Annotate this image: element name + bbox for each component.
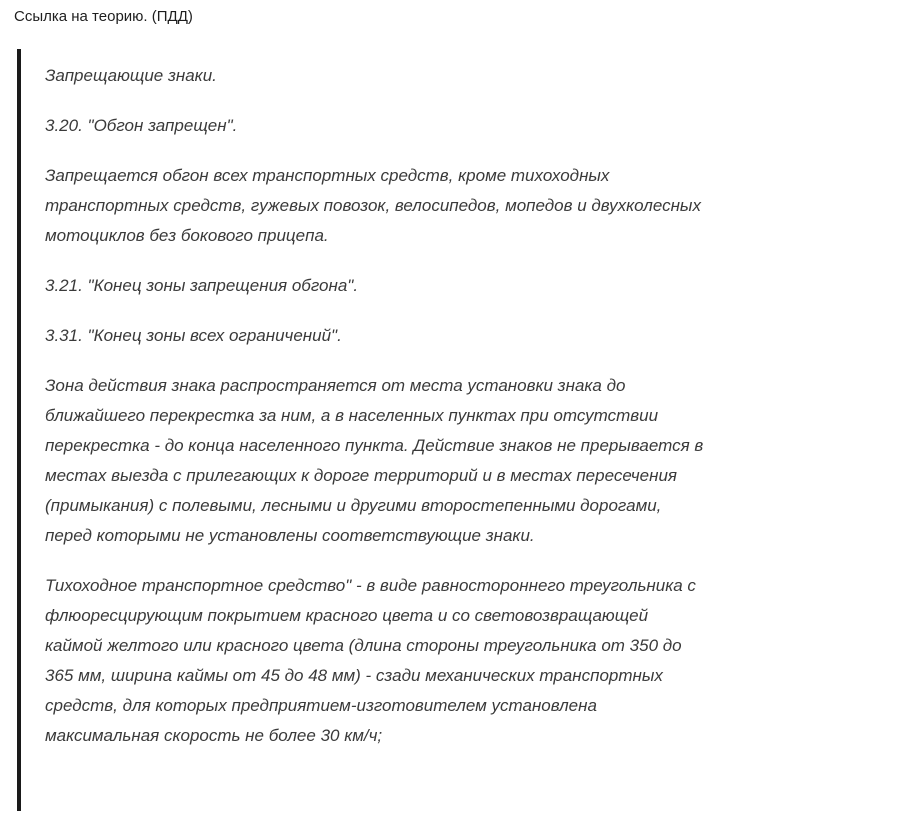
paragraph-overtaking-rule: Запрещается обгон всех транспортных средств, кроме тихоходных транспортных средств, гужевых повозок, велосипедов, мопедов и двухколесных мотоциклов без бокового прицепа. bbox=[45, 166, 701, 245]
blockquote-body bbox=[45, 61, 705, 771]
paragraph-zone-of-action: Зона действия знака распространяется от места установки знака до ближайшего перекрестка за ним, а в населенных пунктах при отсутствии перекрестка - до конца населенного пункта. Действие знаков не прерывается в местах выезда с прилегающих к дороге территорий и в местах пересечения (примыкания) с полевыми, лесными и другими второстепенными дорогами, перед которыми не установлены соответствующие знаки. bbox=[45, 376, 704, 545]
paragraph-prohibitory-signs: Запрещающие знаки. bbox=[45, 66, 217, 85]
blockquote bbox=[17, 49, 721, 811]
theory-link[interactable]: Ссылка на теорию. (ПДД) bbox=[14, 8, 193, 25]
paragraph-sign-3-31: 3.31. "Конец зоны всех ограничений". bbox=[45, 326, 342, 345]
paragraph-sign-3-21: 3.21. "Конец зоны запрещения обгона". bbox=[45, 276, 359, 295]
paragraph-sign-3-20: 3.20. "Обгон запрещен". bbox=[45, 116, 238, 135]
paragraph-slow-vehicle: Тихоходное транспортное средство" - в виде равностороннего треугольника с флюоресцирующим покрытием красного цвета и со световозвращающей каймой желтого или красного цвета (длина стороны треугольника от 350 до 365 мм, ширина каймы от 45 до 48 мм) - сзади механических транспортных средств, для которых предприятием-изготовителем установлена максимальная скорость не более 30 км/ч; bbox=[45, 576, 696, 745]
